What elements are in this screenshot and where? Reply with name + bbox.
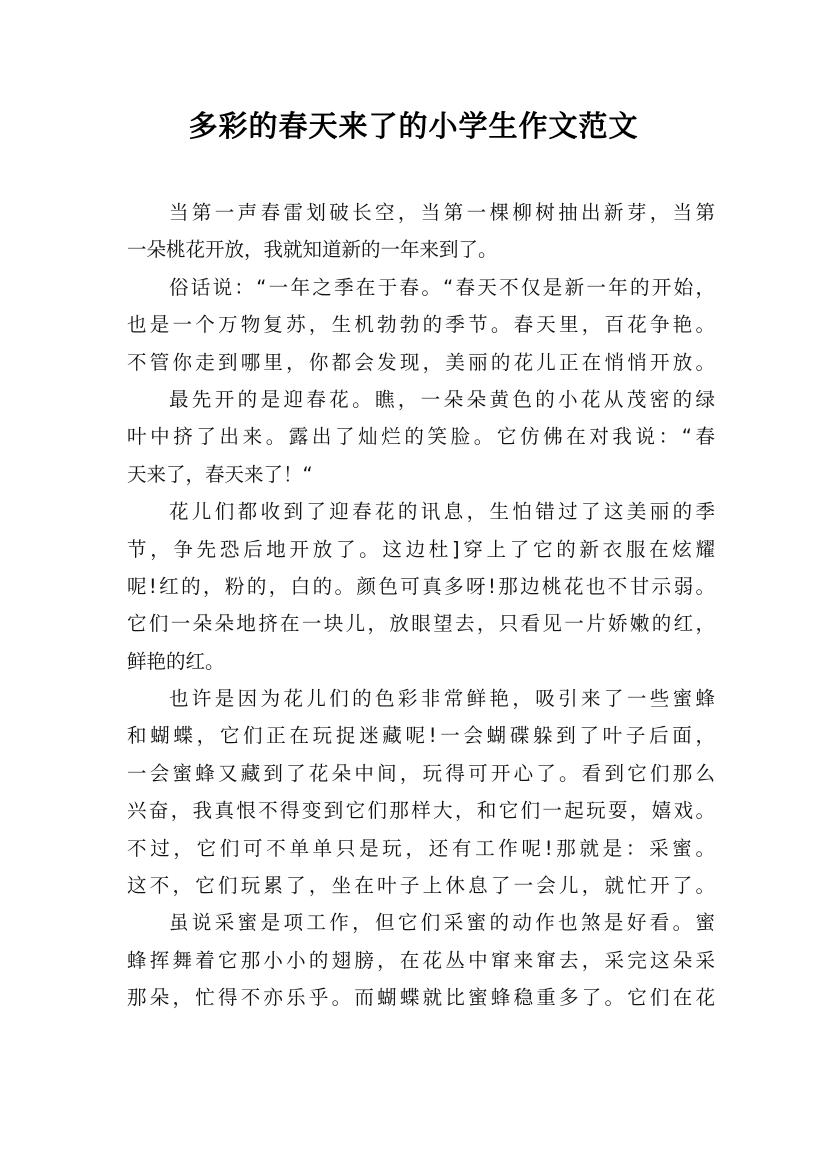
paragraph-line: 蜂挥舞着它那小小的翅膀，在花丛中窜来窜去，采完这朵采 [127,948,715,972]
paragraph-line: 俗话说：“一年之季在于春。“春天不仅是新一年的开始， [169,275,715,299]
paragraph-line: 和蝴蝶，它们正在玩捉迷藏呢!一会蝴碟躲到了叶子后面， [127,724,715,748]
paragraph-line: 天来了，春天来了！“ [127,462,313,486]
paragraph-line: 也是一个万物复苏，生机勃勃的季节。春天里，百花争艳。 [127,313,715,337]
paragraph-line: 这不，它们玩累了，坐在叶子上休息了一会儿，就忙开了。 [127,874,715,898]
paragraph-line: 它们一朵朵地挤在一块儿，放眼望去，只看见一片娇嫩的红， [127,612,715,636]
paragraph-line: 不管你走到哪里，你都会发现，美丽的花儿正在悄悄开放。 [127,350,715,374]
paragraph-line: 当第一声春雷划破长空，当第一棵柳树抽出新芽，当第 [169,201,715,224]
paragraph-line: 虽说采蜜是项工作，但它们采蜜的动作也煞是好看。蜜 [169,911,715,935]
paragraph-line: 呢!红的，粉的，白的。颜色可真多呀!那边桃花也不甘示弱。 [127,574,715,598]
paragraph-line: 那朵，忙得不亦乐乎。而蝴蝶就比蜜蜂稳重多了。它们在花 [127,986,715,1010]
paragraph-line: 一朵桃花开放，我就知道新的一年来到了。 [127,238,498,262]
paragraph-line: 花儿们都收到了迎春花的讯息，生怕错过了这美丽的季 [169,500,715,524]
paragraph-line: 不过，它们可不单单只是玩，还有工作呢!那就是：采蜜。 [127,836,715,860]
paragraph-line: 兴奋，我真恨不得变到它们那样大，和它们一起玩耍，嬉戏。 [127,799,715,823]
essay-title: 多彩的春天来了的小学生作文范文 [188,109,639,143]
paragraph-line: 鲜艳的红。 [127,649,225,673]
essay-body [127,194,715,1017]
paragraph-line: 最先开的是迎春花。瞧，一朵朵黄色的小花从茂密的绿 [169,387,715,411]
paragraph-line: 也许是因为花儿们的色彩非常鲜艳，吸引来了一些蜜蜂 [169,687,715,711]
paragraph-line: 一会蜜蜂又藏到了花朵中间，玩得可开心了。看到它们那么 [127,761,715,785]
paragraph-line: 节，争先恐后地开放了。这边杜]穿上了它的新衣服在炫耀 [127,537,715,561]
paragraph-line: 叶中挤了出来。露出了灿烂的笑脸。它仿佛在对我说：“春 [127,425,715,449]
